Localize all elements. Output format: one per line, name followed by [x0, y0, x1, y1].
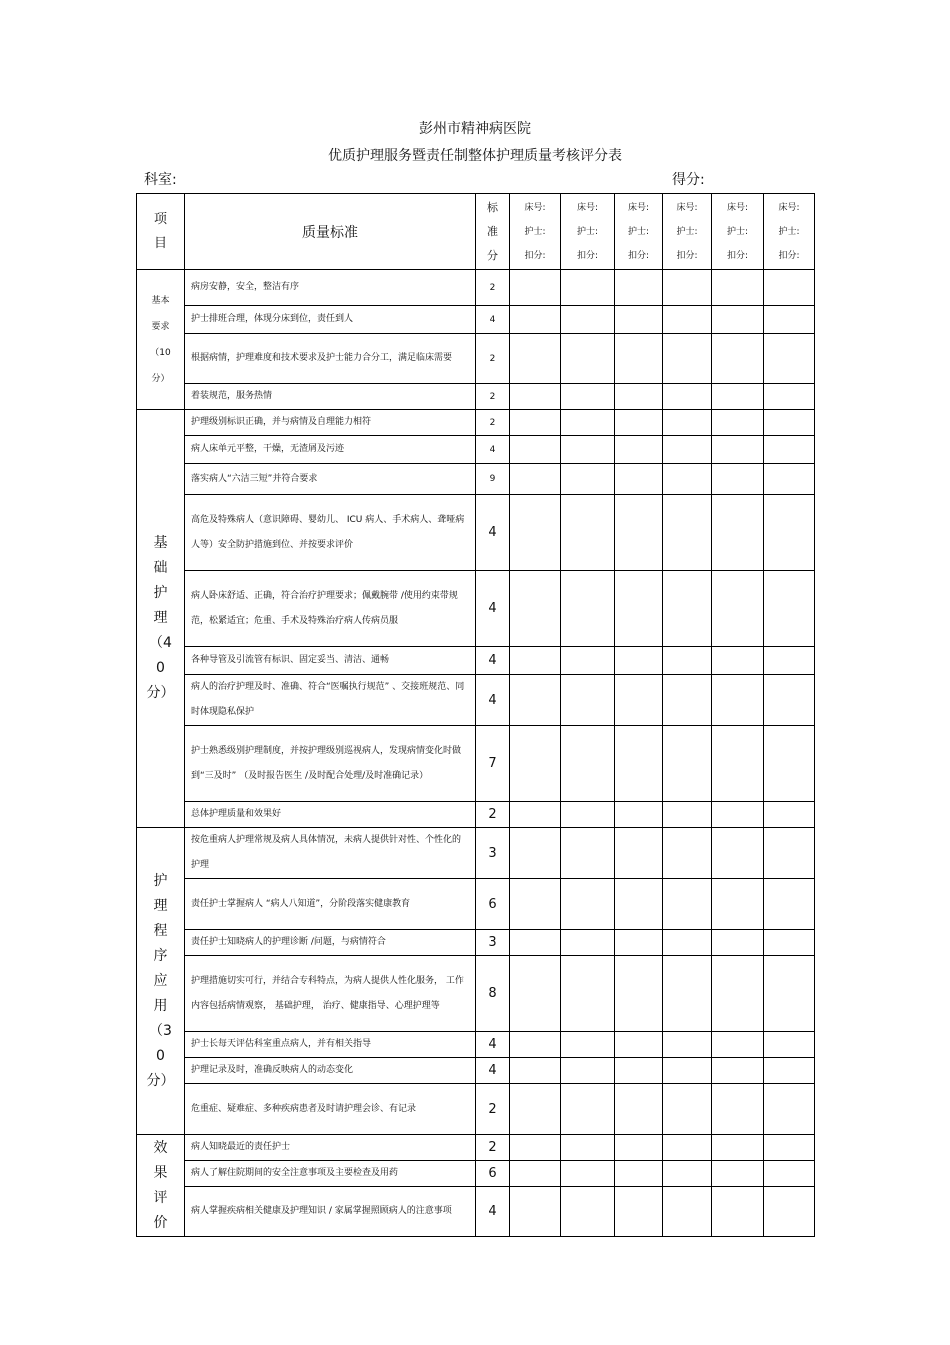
deduction-cell[interactable]: [663, 436, 712, 464]
standard-score: 8: [476, 956, 510, 1032]
deduction-cell[interactable]: [561, 930, 615, 956]
criteria-row: [137, 1084, 815, 1135]
criteria-row: [137, 930, 815, 956]
hospital-name: 彭州市精神病医院: [419, 121, 531, 137]
standard-score: 4: [476, 571, 510, 647]
deduction-cell[interactable]: [712, 1135, 764, 1161]
deduction-cell[interactable]: [764, 930, 815, 956]
deduction-cell[interactable]: [510, 464, 561, 495]
criteria-text: 落实病人“六洁三短”并符合要求: [185, 464, 476, 495]
deduction-cell[interactable]: [663, 828, 712, 879]
deduction-cell[interactable]: [712, 1161, 764, 1187]
criteria-row: [137, 1187, 815, 1237]
deduction-cell[interactable]: [561, 571, 615, 647]
deduction-cell[interactable]: [764, 802, 815, 828]
deduction-cell[interactable]: [561, 726, 615, 802]
criteria-row: [137, 675, 815, 726]
deduction-cell[interactable]: [663, 1135, 712, 1161]
dept-label: 科室:: [144, 172, 177, 188]
deduction-cell[interactable]: [663, 930, 712, 956]
deduction-cell[interactable]: [663, 1084, 712, 1135]
criteria-row: [137, 410, 815, 436]
deduction-cell[interactable]: [764, 828, 815, 879]
deduction-cell[interactable]: [712, 571, 764, 647]
deduction-cell[interactable]: [561, 828, 615, 879]
deduction-cell[interactable]: [510, 384, 561, 410]
deduction-cell[interactable]: [510, 1161, 561, 1187]
criteria-text: 根据病情，护理难度和技术要求及护士能力合分工，满足临床需要: [185, 334, 476, 384]
standard-score: 4: [476, 436, 510, 464]
deduction-cell[interactable]: [663, 726, 712, 802]
deduction-cell[interactable]: [663, 675, 712, 726]
deduction-cell[interactable]: [510, 956, 561, 1032]
deduction-cell[interactable]: [663, 306, 712, 334]
deduction-cell[interactable]: [712, 306, 764, 334]
standard-score: 4: [476, 1187, 510, 1237]
header-quality-standard: 质量标准: [185, 194, 476, 270]
deduction-cell[interactable]: [764, 436, 815, 464]
header-project: 项 目: [137, 194, 185, 270]
deduction-cell[interactable]: [712, 495, 764, 571]
deduction-cell[interactable]: [615, 495, 663, 571]
standard-score: 4: [476, 1058, 510, 1084]
criteria-row: [137, 726, 815, 802]
deduction-cell[interactable]: [712, 436, 764, 464]
category-cell: 基 础 护 理 （4 0 分）: [137, 410, 185, 828]
criteria-row: [137, 571, 815, 647]
deduction-cell[interactable]: [510, 306, 561, 334]
deduction-cell[interactable]: [712, 464, 764, 495]
deduction-cell[interactable]: [561, 410, 615, 436]
criteria-row: [137, 270, 815, 306]
criteria-text: 各种导管及引流管有标识、固定妥当、清洁、通畅: [185, 647, 476, 675]
standard-score: 2: [476, 802, 510, 828]
deduction-cell[interactable]: [764, 1032, 815, 1058]
deduction-cell[interactable]: [663, 334, 712, 384]
evaluation-table: [136, 193, 815, 1237]
criteria-text: 护士长每天评估科室重点病人，并有相关指导: [185, 1032, 476, 1058]
deduction-cell[interactable]: [663, 495, 712, 571]
deduction-cell[interactable]: [510, 270, 561, 306]
deduction-cell[interactable]: [510, 410, 561, 436]
deduction-cell[interactable]: [764, 464, 815, 495]
deduction-cell[interactable]: [510, 726, 561, 802]
deduction-cell[interactable]: [663, 956, 712, 1032]
deduction-cell[interactable]: [561, 384, 615, 410]
deduction-cell[interactable]: [764, 571, 815, 647]
deduction-cell[interactable]: [561, 436, 615, 464]
deduction-cell[interactable]: [764, 1135, 815, 1161]
criteria-text: 病人床单元平整，干燥，无渣屑及污迹: [185, 436, 476, 464]
deduction-cell[interactable]: [510, 1187, 561, 1237]
category-cell: 效 果 评 价: [137, 1135, 185, 1237]
deduction-cell[interactable]: [510, 647, 561, 675]
standard-score: 2: [476, 410, 510, 436]
deduction-cell[interactable]: [561, 1032, 615, 1058]
standard-score: 6: [476, 879, 510, 930]
deduction-cell[interactable]: [712, 1058, 764, 1084]
criteria-row: [137, 306, 815, 334]
criteria-text: 病房安静，安全，整洁有序: [185, 270, 476, 306]
standard-score: 4: [476, 306, 510, 334]
deduction-cell[interactable]: [561, 879, 615, 930]
deduction-cell[interactable]: [615, 647, 663, 675]
criteria-text: 总体护理质量和效果好: [185, 802, 476, 828]
deduction-cell[interactable]: [712, 828, 764, 879]
header-bed-column: 床号: 护士: 扣分:: [510, 194, 561, 270]
criteria-row: [137, 1135, 815, 1161]
deduction-cell[interactable]: [764, 270, 815, 306]
criteria-text: 按危重病人护理常规及病人具体情况，未病人提供针对性、个性化的护理: [185, 828, 476, 879]
standard-score: 6: [476, 1161, 510, 1187]
deduction-cell[interactable]: [712, 384, 764, 410]
deduction-cell[interactable]: [615, 726, 663, 802]
deduction-cell[interactable]: [663, 270, 712, 306]
deduction-cell[interactable]: [510, 436, 561, 464]
deduction-cell[interactable]: [712, 726, 764, 802]
deduction-cell[interactable]: [510, 1084, 561, 1135]
standard-score: 2: [476, 1135, 510, 1161]
deduction-cell[interactable]: [615, 270, 663, 306]
deduction-cell[interactable]: [663, 879, 712, 930]
header-bed-column: 床号: 护士: 扣分:: [712, 194, 764, 270]
criteria-row: [137, 495, 815, 571]
deduction-cell[interactable]: [510, 828, 561, 879]
deduction-cell[interactable]: [615, 879, 663, 930]
deduction-cell[interactable]: [663, 384, 712, 410]
deduction-cell[interactable]: [712, 675, 764, 726]
standard-score: 4: [476, 1032, 510, 1058]
deduction-cell[interactable]: [615, 1032, 663, 1058]
criteria-row: [137, 436, 815, 464]
deduction-cell[interactable]: [764, 410, 815, 436]
deduction-cell[interactable]: [764, 1058, 815, 1084]
standard-score: 2: [476, 1084, 510, 1135]
deduction-cell[interactable]: [663, 647, 712, 675]
standard-score: 4: [476, 495, 510, 571]
deduction-cell[interactable]: [561, 647, 615, 675]
deduction-cell[interactable]: [615, 334, 663, 384]
deduction-cell[interactable]: [712, 270, 764, 306]
criteria-text: 护理级别标识正确，并与病情及自理能力相符: [185, 410, 476, 436]
deduction-cell[interactable]: [615, 956, 663, 1032]
deduction-cell[interactable]: [615, 384, 663, 410]
deduction-cell[interactable]: [712, 802, 764, 828]
deduction-cell[interactable]: [615, 1135, 663, 1161]
header-bed-column: 床号: 护士: 扣分:: [764, 194, 815, 270]
standard-score: 4: [476, 675, 510, 726]
deduction-cell[interactable]: [561, 675, 615, 726]
criteria-row: [137, 802, 815, 828]
deduction-cell[interactable]: [561, 802, 615, 828]
deduction-cell[interactable]: [615, 1161, 663, 1187]
deduction-cell[interactable]: [663, 410, 712, 436]
deduction-cell[interactable]: [510, 334, 561, 384]
category-cell: 基本 要求 （10 分）: [137, 270, 185, 410]
deduction-cell[interactable]: [712, 956, 764, 1032]
criteria-text: 病人知晓最近的责任护士: [185, 1135, 476, 1161]
deduction-cell[interactable]: [615, 436, 663, 464]
criteria-text: 高危及特殊病人（意识障碍、婴幼儿、 ICU 病人、手术病人、聋哑病人等）安全防护措施到位、并按要求评价: [185, 495, 476, 571]
form-title: 优质护理服务暨责任制整体护理质量考核评分表: [328, 148, 622, 164]
deduction-cell[interactable]: [764, 879, 815, 930]
deduction-cell[interactable]: [561, 956, 615, 1032]
header-bed-column: 床号: 护士: 扣分:: [615, 194, 663, 270]
deduction-cell[interactable]: [712, 879, 764, 930]
deduction-cell[interactable]: [764, 956, 815, 1032]
criteria-row: [137, 956, 815, 1032]
deduction-cell[interactable]: [712, 410, 764, 436]
category-cell: 护 理 程 序 应 用 （3 0 分）: [137, 828, 185, 1135]
deduction-cell[interactable]: [663, 571, 712, 647]
deduction-cell[interactable]: [510, 1058, 561, 1084]
standard-score: 2: [476, 270, 510, 306]
deduction-cell[interactable]: [764, 306, 815, 334]
criteria-row: [137, 1058, 815, 1084]
deduction-cell[interactable]: [663, 1058, 712, 1084]
deduction-cell[interactable]: [764, 334, 815, 384]
criteria-text: 护士熟悉级别护理制度，并按护理级别巡视病人，发现病情变化时做到“三及时” （及时报告医生 /及时配合处理/及时准确记录）: [185, 726, 476, 802]
criteria-row: [137, 828, 815, 879]
deduction-cell[interactable]: [712, 1084, 764, 1135]
deduction-cell[interactable]: [561, 334, 615, 384]
deduction-cell[interactable]: [764, 647, 815, 675]
deduction-cell[interactable]: [561, 270, 615, 306]
deduction-cell[interactable]: [663, 464, 712, 495]
deduction-cell[interactable]: [615, 410, 663, 436]
criteria-text: 病人掌握疾病相关健康及护理知识 / 家属掌握照顾病人的注意事项: [185, 1187, 476, 1237]
deduction-cell[interactable]: [561, 1084, 615, 1135]
standard-score: 3: [476, 930, 510, 956]
deduction-cell[interactable]: [615, 1058, 663, 1084]
deduction-cell[interactable]: [712, 930, 764, 956]
deduction-cell[interactable]: [615, 675, 663, 726]
header-bed-column: 床号: 护士: 扣分:: [663, 194, 712, 270]
criteria-row: [137, 1161, 815, 1187]
criteria-row: [137, 879, 815, 930]
criteria-text: 危重症、疑难症、多种疾病患者及时请护理会诊、有记录: [185, 1084, 476, 1135]
deduction-cell[interactable]: [510, 495, 561, 571]
criteria-text: 护理记录及时，准确反映病人的动态变化: [185, 1058, 476, 1084]
deduction-cell[interactable]: [615, 306, 663, 334]
deduction-cell[interactable]: [615, 802, 663, 828]
deduction-cell[interactable]: [561, 1058, 615, 1084]
deduction-cell[interactable]: [561, 495, 615, 571]
standard-score: 2: [476, 384, 510, 410]
standard-score: 7: [476, 726, 510, 802]
deduction-cell[interactable]: [510, 802, 561, 828]
criteria-text: 护士排班合理，体现分床到位，责任到人: [185, 306, 476, 334]
header-bed-column: 床号: 护士: 扣分:: [561, 194, 615, 270]
criteria-text: 责任护士掌握病人 “病人八知道”，分阶段落实健康教育: [185, 879, 476, 930]
deduction-cell[interactable]: [764, 1084, 815, 1135]
score-label: 得分:: [672, 172, 705, 188]
deduction-cell[interactable]: [663, 1161, 712, 1187]
deduction-cell[interactable]: [615, 1187, 663, 1237]
header-standard-score: 标 准 分: [476, 194, 510, 270]
criteria-text: 病人的治疗护理及时、准确、符合“医嘱执行规范” 、交接班规范、同时体现隐私保护: [185, 675, 476, 726]
deduction-cell[interactable]: [561, 1161, 615, 1187]
criteria-row: [137, 1032, 815, 1058]
criteria-row: [137, 384, 815, 410]
deduction-cell[interactable]: [510, 675, 561, 726]
deduction-cell[interactable]: [510, 1135, 561, 1161]
deduction-cell[interactable]: [561, 464, 615, 495]
standard-score: 3: [476, 828, 510, 879]
standard-score: 4: [476, 647, 510, 675]
criteria-text: 病人了解住院期间的安全注意事项及主要检查及用药: [185, 1161, 476, 1187]
deduction-cell[interactable]: [663, 802, 712, 828]
deduction-cell[interactable]: [615, 1084, 663, 1135]
deduction-cell[interactable]: [561, 1187, 615, 1237]
deduction-cell[interactable]: [510, 930, 561, 956]
deduction-cell[interactable]: [615, 828, 663, 879]
deduction-cell[interactable]: [764, 495, 815, 571]
deduction-cell[interactable]: [764, 1161, 815, 1187]
deduction-cell[interactable]: [663, 1032, 712, 1058]
deduction-cell[interactable]: [615, 930, 663, 956]
deduction-cell[interactable]: [712, 1187, 764, 1237]
header-row: [137, 194, 815, 270]
deduction-cell[interactable]: [663, 1187, 712, 1237]
deduction-cell[interactable]: [510, 879, 561, 930]
standard-score: 2: [476, 334, 510, 384]
deduction-cell[interactable]: [764, 1187, 815, 1237]
deduction-cell[interactable]: [712, 647, 764, 675]
deduction-cell[interactable]: [615, 464, 663, 495]
criteria-text: 着装规范，服务热情: [185, 384, 476, 410]
deduction-cell[interactable]: [561, 1135, 615, 1161]
deduction-cell[interactable]: [615, 571, 663, 647]
standard-score: 9: [476, 464, 510, 495]
deduction-cell[interactable]: [510, 1032, 561, 1058]
criteria-text: 病人卧床舒适、正确，符合治疗护理要求；佩戴腕带 /使用约束带规范，松紧适宜；危重、手术及特殊治疗病人传病员服: [185, 571, 476, 647]
deduction-cell[interactable]: [561, 306, 615, 334]
criteria-row: [137, 334, 815, 384]
deduction-cell[interactable]: [764, 726, 815, 802]
deduction-cell[interactable]: [764, 675, 815, 726]
deduction-cell[interactable]: [712, 1032, 764, 1058]
criteria-row: [137, 647, 815, 675]
criteria-text: 护理措施切实可行，并结合专科特点，为病人提供人性化服务， 工作内容包括病情观察， 基础护理， 治疗、健康指导、心理护理等: [185, 956, 476, 1032]
criteria-text: 责任护士知晓病人的护理诊断 /问题，与病情符合: [185, 930, 476, 956]
deduction-cell[interactable]: [510, 571, 561, 647]
criteria-row: [137, 464, 815, 495]
deduction-cell[interactable]: [764, 384, 815, 410]
deduction-cell[interactable]: [712, 334, 764, 384]
